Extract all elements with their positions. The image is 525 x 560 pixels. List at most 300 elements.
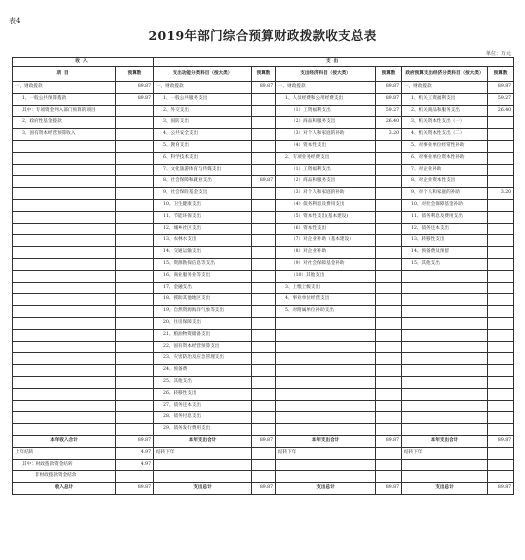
gov-item: 13、转移性支出 bbox=[402, 235, 488, 247]
econ-budget bbox=[376, 258, 402, 270]
header-row-1 bbox=[13, 58, 514, 67]
table-row bbox=[13, 270, 514, 282]
income-item bbox=[13, 376, 116, 388]
income-budget bbox=[116, 211, 154, 223]
table-row bbox=[13, 258, 514, 270]
func-budget bbox=[252, 376, 276, 388]
econ-item: 1、人员经费和公用经费支出 bbox=[276, 93, 376, 105]
gov-item: 12、债务还本支出 bbox=[402, 223, 488, 235]
income-item bbox=[13, 223, 116, 235]
gov-budget bbox=[488, 400, 514, 412]
econ-item: （4）债务利息及费用支出 bbox=[276, 199, 376, 211]
carry-forward-label: 结转下年 bbox=[402, 447, 488, 459]
func-budget bbox=[252, 329, 276, 341]
table-row bbox=[13, 388, 514, 400]
func-budget bbox=[252, 105, 276, 117]
income-item bbox=[13, 282, 116, 294]
econ-budget bbox=[376, 294, 402, 306]
table-row bbox=[13, 129, 514, 141]
func-item: 2、外交支出 bbox=[154, 105, 252, 117]
income-budget bbox=[116, 353, 154, 365]
income-budget bbox=[116, 152, 154, 164]
func-budget bbox=[252, 247, 276, 259]
totals-row bbox=[13, 435, 514, 447]
gov-budget bbox=[488, 235, 514, 247]
budget-table bbox=[12, 57, 514, 495]
econ-budget bbox=[376, 270, 402, 282]
carry-row-1 bbox=[13, 447, 514, 459]
table-row bbox=[13, 282, 514, 294]
gov-budget bbox=[488, 412, 514, 424]
gov-budget bbox=[488, 388, 514, 400]
gov-budget bbox=[488, 341, 514, 353]
gov-item bbox=[402, 317, 488, 329]
income-budget bbox=[116, 199, 154, 211]
table-row bbox=[13, 105, 514, 117]
gov-item bbox=[402, 353, 488, 365]
func-budget bbox=[252, 365, 276, 377]
func-item: 9、社会保险基金支出 bbox=[154, 188, 252, 200]
grand-total-row bbox=[13, 483, 514, 495]
func-budget bbox=[252, 235, 276, 247]
carry-row-3 bbox=[13, 471, 514, 483]
income-item bbox=[13, 199, 116, 211]
income-budget bbox=[116, 376, 154, 388]
table-row bbox=[13, 365, 514, 377]
gov-item: 11、债务利息及费用支出 bbox=[402, 211, 488, 223]
expense-total-label: 本年支出合计 bbox=[154, 435, 252, 447]
func-item: 1、一般公共服务支出 bbox=[154, 93, 252, 105]
econ-budget bbox=[376, 376, 402, 388]
func-item: 11、节能环保支出 bbox=[154, 211, 252, 223]
func-item: 12、城乡社区支出 bbox=[154, 223, 252, 235]
func-budget bbox=[252, 258, 276, 270]
func-item: 5、教育支出 bbox=[154, 140, 252, 152]
income-item bbox=[13, 306, 116, 318]
func-budget bbox=[252, 317, 276, 329]
budget-header: 预算数 bbox=[376, 67, 402, 82]
income-budget bbox=[116, 140, 154, 152]
table-row bbox=[13, 176, 514, 188]
page-title: 2019年部门综合预算财政拨款收支总表 bbox=[148, 28, 377, 43]
budget-header: 预算数 bbox=[252, 67, 276, 82]
table-row bbox=[13, 211, 514, 223]
gov-budget bbox=[488, 152, 514, 164]
func-budget bbox=[252, 270, 276, 282]
table-row bbox=[13, 223, 514, 235]
gov-budget bbox=[488, 270, 514, 282]
income-item bbox=[13, 424, 116, 436]
gov-budget: 26.40 bbox=[488, 105, 514, 117]
gov-item: 2、机关商品和服务支出 bbox=[402, 105, 488, 117]
func-item: 28、债务付息支出 bbox=[154, 412, 252, 424]
econ-item: （3）对个人和家庭的补助 bbox=[276, 188, 376, 200]
table-row bbox=[13, 294, 514, 306]
gov-budget: 3.20 bbox=[488, 188, 514, 200]
econ-item: （4）资本性支出 bbox=[276, 140, 376, 152]
table-row bbox=[13, 317, 514, 329]
table-number: 表4 bbox=[9, 17, 21, 25]
income-grand-label: 收入总计 bbox=[13, 483, 116, 495]
gov-item bbox=[402, 294, 488, 306]
econ-item bbox=[276, 341, 376, 353]
func-item: 20、住房保障支出 bbox=[154, 317, 252, 329]
income-item bbox=[13, 270, 116, 282]
econ-total-value: 89.87 bbox=[376, 435, 402, 447]
econ-budget bbox=[376, 140, 402, 152]
gov-budget bbox=[488, 140, 514, 152]
func-item: 4、公共安全支出 bbox=[154, 129, 252, 141]
gov-item: 10、对社会保障基金补助 bbox=[402, 199, 488, 211]
table-row bbox=[13, 93, 514, 105]
gov-item: 6、对事业单位资本性补助 bbox=[402, 152, 488, 164]
econ-item bbox=[276, 388, 376, 400]
econ-budget bbox=[376, 199, 402, 211]
gov-item bbox=[402, 412, 488, 424]
func-item: 19、自然资源海洋气象等支出 bbox=[154, 306, 252, 318]
econ-budget bbox=[376, 424, 402, 436]
econ-budget bbox=[376, 176, 402, 188]
econ-header: 支出经济科目（按大类） bbox=[276, 67, 376, 82]
gov-budget bbox=[488, 365, 514, 377]
income-budget bbox=[116, 176, 154, 188]
income-budget bbox=[116, 117, 154, 129]
econ-item: 2、专项业务经费支出 bbox=[276, 152, 376, 164]
income-item: 1、一般公共预算拨款 bbox=[13, 93, 116, 105]
gov-budget bbox=[488, 282, 514, 294]
income-budget bbox=[116, 294, 154, 306]
gov-budget bbox=[488, 117, 514, 129]
func-budget bbox=[252, 152, 276, 164]
func-budget bbox=[252, 341, 276, 353]
econ-budget bbox=[376, 188, 402, 200]
income-item bbox=[13, 317, 116, 329]
econ-item bbox=[276, 412, 376, 424]
gov-budget bbox=[488, 306, 514, 318]
econ-budget bbox=[376, 341, 402, 353]
gov-budget bbox=[488, 129, 514, 141]
income-budget bbox=[116, 329, 154, 341]
gov-budget: 59.27 bbox=[488, 93, 514, 105]
func-item: 7、文化旅游体育与传媒支出 bbox=[154, 164, 252, 176]
income-header: 收入 bbox=[13, 58, 154, 67]
func-item: 一、财政拨款 bbox=[154, 82, 252, 94]
econ-item: （1）工资福利支出 bbox=[276, 105, 376, 117]
func-item: 16、商业服务业等支出 bbox=[154, 270, 252, 282]
econ-item: （3）对个人和家庭的补助 bbox=[276, 129, 376, 141]
income-item: 其中：专项资金列入部门预算的项目 bbox=[13, 105, 116, 117]
econ-item: 4、事业单位经营支出 bbox=[276, 294, 376, 306]
income-item bbox=[13, 388, 116, 400]
income-item bbox=[13, 329, 116, 341]
func-item: 18、援助其他地区支出 bbox=[154, 294, 252, 306]
table-row bbox=[13, 341, 514, 353]
econ-budget: 59.27 bbox=[376, 105, 402, 117]
table-row bbox=[13, 329, 514, 341]
gov-item bbox=[402, 388, 488, 400]
income-budget bbox=[116, 105, 154, 117]
gov-budget bbox=[488, 317, 514, 329]
func-item: 26、转移性支出 bbox=[154, 388, 252, 400]
func-budget: 89.87 bbox=[252, 82, 276, 94]
func-item: 24、预备费 bbox=[154, 365, 252, 377]
func-budget: 89.87 bbox=[252, 176, 276, 188]
header-row-2 bbox=[13, 67, 514, 82]
item-header: 项目 bbox=[13, 67, 116, 82]
func-budget bbox=[252, 188, 276, 200]
econ-budget bbox=[376, 282, 402, 294]
income-item bbox=[13, 152, 116, 164]
gov-budget bbox=[488, 294, 514, 306]
income-budget bbox=[116, 341, 154, 353]
func-budget bbox=[252, 400, 276, 412]
budget-header: 预算数 bbox=[488, 67, 514, 82]
gov-grand-value: 89.87 bbox=[488, 483, 514, 495]
gov-item: 3、机关资本性支出（一） bbox=[402, 117, 488, 129]
econ-budget bbox=[376, 223, 402, 235]
gov-item bbox=[402, 400, 488, 412]
gov-item: 9、对个人和家庭的补助 bbox=[402, 188, 488, 200]
gov-budget bbox=[488, 424, 514, 436]
gov-item: 7、对企业补助 bbox=[402, 164, 488, 176]
econ-item bbox=[276, 400, 376, 412]
func-budget bbox=[252, 424, 276, 436]
income-item bbox=[13, 400, 116, 412]
func-budget bbox=[252, 412, 276, 424]
econ-item bbox=[276, 353, 376, 365]
func-budget bbox=[252, 117, 276, 129]
func-item: 23、灾害防治及应急管理支出 bbox=[154, 353, 252, 365]
gov-item: 8、对企业资本性支出 bbox=[402, 176, 488, 188]
econ-item bbox=[276, 329, 376, 341]
prev-carry-value: 4.97 bbox=[116, 447, 154, 459]
table-row bbox=[13, 82, 514, 94]
gov-budget bbox=[488, 211, 514, 223]
budget-header: 预算数 bbox=[116, 67, 154, 82]
econ-budget: 3.20 bbox=[376, 129, 402, 141]
fiscal-carry-value: 4.97 bbox=[116, 459, 154, 471]
table-row bbox=[13, 412, 514, 424]
income-budget bbox=[116, 164, 154, 176]
econ-item: （2）商品和服务支出 bbox=[276, 117, 376, 129]
econ-budget bbox=[376, 164, 402, 176]
gov-item: 14、预备费及预留 bbox=[402, 247, 488, 259]
econ-item bbox=[276, 365, 376, 377]
table-row bbox=[13, 247, 514, 259]
econ-item bbox=[276, 424, 376, 436]
gov-header: 政府预算支出经济分类科目（按大类） bbox=[402, 67, 488, 82]
econ-item: （7）对企业补助（基本建设） bbox=[276, 235, 376, 247]
income-budget bbox=[116, 270, 154, 282]
func-item: 27、债务还本支出 bbox=[154, 400, 252, 412]
econ-budget bbox=[376, 388, 402, 400]
gov-budget bbox=[488, 353, 514, 365]
econ-budget bbox=[376, 211, 402, 223]
gov-budget bbox=[488, 247, 514, 259]
table-row bbox=[13, 117, 514, 129]
func-budget bbox=[252, 140, 276, 152]
econ-item: （2）商品和服务支出 bbox=[276, 176, 376, 188]
income-item bbox=[13, 258, 116, 270]
func-item: 17、金融支出 bbox=[154, 282, 252, 294]
func-budget bbox=[252, 388, 276, 400]
gov-item bbox=[402, 306, 488, 318]
income-item bbox=[13, 211, 116, 223]
econ-item bbox=[276, 317, 376, 329]
gov-total-label: 本年支出合计 bbox=[402, 435, 488, 447]
income-budget bbox=[116, 188, 154, 200]
gov-item: 4、机关资本性支出（二） bbox=[402, 129, 488, 141]
econ-grand-value: 89.87 bbox=[376, 483, 402, 495]
table-row bbox=[13, 199, 514, 211]
func-item: 21、粮油物资储备支出 bbox=[154, 329, 252, 341]
income-item: 3、国有资本经营预算收入 bbox=[13, 129, 116, 141]
econ-item: （8）对企业补助 bbox=[276, 247, 376, 259]
func-item: 22、国有资本经营预算支出 bbox=[154, 341, 252, 353]
econ-budget: 26.40 bbox=[376, 117, 402, 129]
func-item: 14、交通运输支出 bbox=[154, 247, 252, 259]
table-row bbox=[13, 353, 514, 365]
econ-item: 一、财政拨款 bbox=[276, 82, 376, 94]
non-fiscal-carry-label: 非财政拨款资金结余 bbox=[13, 471, 116, 483]
prev-carry-label: 上年结转 bbox=[13, 447, 116, 459]
income-budget: 89.87 bbox=[116, 82, 154, 94]
func-budget bbox=[252, 199, 276, 211]
income-budget bbox=[116, 282, 154, 294]
carry-forward-label: 结转下年 bbox=[154, 447, 252, 459]
econ-budget bbox=[376, 400, 402, 412]
income-item: 一、财政拨款 bbox=[13, 82, 116, 94]
expense-grand-value: 89.87 bbox=[252, 483, 276, 495]
gov-item bbox=[402, 341, 488, 353]
income-item bbox=[13, 412, 116, 424]
income-total-label: 本年收入合计 bbox=[13, 435, 116, 447]
income-budget bbox=[116, 317, 154, 329]
func-budget bbox=[252, 282, 276, 294]
func-item: 6、科学技术支出 bbox=[154, 152, 252, 164]
gov-item bbox=[402, 282, 488, 294]
func-item: 13、农林水支出 bbox=[154, 235, 252, 247]
expense-header: 支出 bbox=[154, 58, 514, 67]
income-budget bbox=[116, 306, 154, 318]
gov-budget bbox=[488, 164, 514, 176]
income-item bbox=[13, 294, 116, 306]
gov-item bbox=[402, 270, 488, 282]
econ-item: （9）对社会保障基金补助 bbox=[276, 258, 376, 270]
econ-item: （6）资本性支出 bbox=[276, 223, 376, 235]
econ-item: （5）资本性支出(基本建设) bbox=[276, 211, 376, 223]
income-item bbox=[13, 247, 116, 259]
gov-item: 1、机关工资福利支出 bbox=[402, 93, 488, 105]
income-total-value: 89.87 bbox=[116, 435, 154, 447]
table-row bbox=[13, 424, 514, 436]
income-grand-value: 89.87 bbox=[116, 483, 154, 495]
income-budget bbox=[116, 400, 154, 412]
func-item: 10、卫生健康支出 bbox=[154, 199, 252, 211]
econ-budget: 89.87 bbox=[376, 93, 402, 105]
gov-budget bbox=[488, 329, 514, 341]
gov-budget bbox=[488, 223, 514, 235]
gov-item bbox=[402, 365, 488, 377]
gov-budget bbox=[488, 376, 514, 388]
econ-budget bbox=[376, 306, 402, 318]
econ-budget bbox=[376, 329, 402, 341]
gov-total-value: 89.87 bbox=[488, 435, 514, 447]
gov-budget bbox=[488, 199, 514, 211]
gov-item bbox=[402, 376, 488, 388]
gov-grand-label: 支出总计 bbox=[402, 483, 488, 495]
table-row bbox=[13, 400, 514, 412]
income-item bbox=[13, 188, 116, 200]
func-budget bbox=[252, 353, 276, 365]
unit-label: 单位：万元 bbox=[485, 51, 511, 57]
func-budget bbox=[252, 294, 276, 306]
func-budget bbox=[252, 93, 276, 105]
income-item bbox=[13, 235, 116, 247]
carry-row-2 bbox=[13, 459, 514, 471]
table-row bbox=[13, 235, 514, 247]
func-item: 3、国防支出 bbox=[154, 117, 252, 129]
table-row bbox=[13, 188, 514, 200]
table-row bbox=[13, 306, 514, 318]
econ-item: （1）工资福利支出 bbox=[276, 164, 376, 176]
econ-budget bbox=[376, 353, 402, 365]
econ-budget bbox=[376, 152, 402, 164]
income-budget bbox=[116, 388, 154, 400]
econ-budget bbox=[376, 247, 402, 259]
table-row bbox=[13, 140, 514, 152]
func-item: 15、资源勘探信息等支出 bbox=[154, 258, 252, 270]
income-item bbox=[13, 365, 116, 377]
econ-grand-label: 支出总计 bbox=[276, 483, 376, 495]
income-budget bbox=[116, 365, 154, 377]
func-budget bbox=[252, 129, 276, 141]
econ-budget bbox=[376, 235, 402, 247]
func-item: 29、债务发行费用支出 bbox=[154, 424, 252, 436]
income-item: 2、政府性基金拨款 bbox=[13, 117, 116, 129]
econ-item: 5、对附属单位补助支出 bbox=[276, 306, 376, 318]
income-item bbox=[13, 353, 116, 365]
econ-item: 3、上缴上级支出 bbox=[276, 282, 376, 294]
gov-item: 5、对事业单位经常性补助 bbox=[402, 140, 488, 152]
income-item bbox=[13, 164, 116, 176]
income-budget bbox=[116, 424, 154, 436]
gov-item bbox=[402, 329, 488, 341]
func-budget bbox=[252, 164, 276, 176]
func-budget bbox=[252, 223, 276, 235]
income-budget bbox=[116, 258, 154, 270]
econ-budget bbox=[376, 317, 402, 329]
func-budget bbox=[252, 306, 276, 318]
income-item bbox=[13, 140, 116, 152]
income-budget bbox=[116, 235, 154, 247]
expense-grand-label: 支出总计 bbox=[154, 483, 252, 495]
func-item: 8、社会保障和就业支出 bbox=[154, 176, 252, 188]
econ-total-label: 本年支出合计 bbox=[276, 435, 376, 447]
income-budget bbox=[116, 247, 154, 259]
econ-item: （10）其他支出 bbox=[276, 270, 376, 282]
table-row bbox=[13, 164, 514, 176]
table-row bbox=[13, 152, 514, 164]
econ-item bbox=[276, 376, 376, 388]
carry-forward-label: 结转下年 bbox=[276, 447, 376, 459]
income-budget bbox=[116, 412, 154, 424]
income-budget bbox=[116, 129, 154, 141]
income-item bbox=[13, 176, 116, 188]
income-budget bbox=[116, 223, 154, 235]
econ-budget: 89.87 bbox=[376, 82, 402, 94]
func-item: 25、其他支出 bbox=[154, 376, 252, 388]
